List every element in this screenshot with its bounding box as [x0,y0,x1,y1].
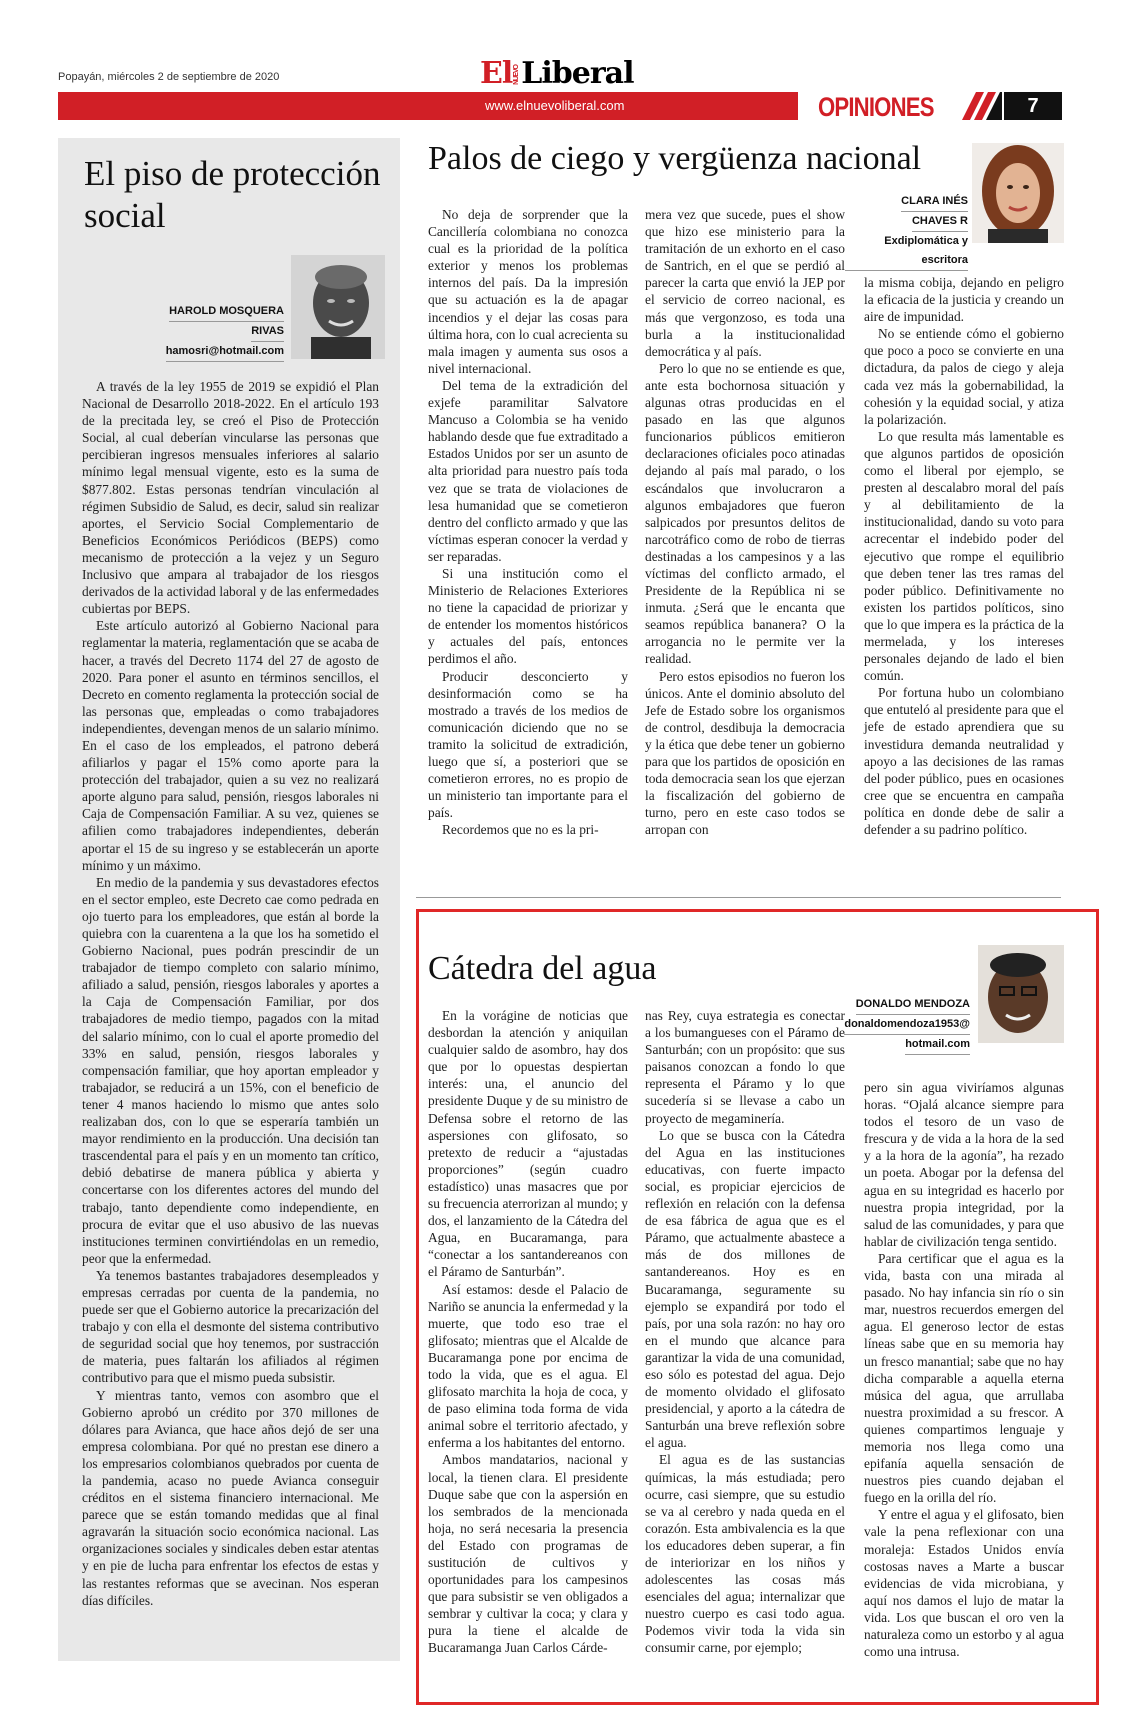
article3-column-3 [864,1079,1064,1660]
article3-column-2 [645,1007,845,1657]
article2-paragraph: Por fortuna hubo un colombiano que entuteló al presidente para que el jefe de estado aprendiera que su investidura demanda neutralidad y apoyo a las decisiones de las ramas del poder público, pues en ocasiones cree que se encuentra en campaña política en donde debe de salir a defender a su padrino político. [864,685,1064,837]
article1-paragraph: Y mientras tanto, vemos con asombro que el Gobierno aprobó un crédito por 370 millones de dólares para Avianca, que hace años dejó de ser una empresa colombiana. Por qué no prestan ese dinero a los empresarios colombianos quebrados por cuenta de la pandemia, acaso no puede Avianca conseguir créditos en el sistema financiero internacional. Me parece que se están tomando medidas que al final agravarán la situación socio económica nacional. Las organizaciones sociales y sindicales deben estar atentas y en pie de lucha para enfrentar los efectos de estas y las restantes reformas que se avecinan. Nos esperan días difíciles. [82,1387,379,1608]
article3-paragraph: Ambos mandatarios, nacional y local, la tienen clara. El presidente Duque sabe que con la aspersión en los sembrados de la mencionada hoja, no será necesaria la presencia del Estado con programas de sustitución de cultivos y oportunidades para los campesinos que para subsistir se ven obligados a sembrar y cultivar la coca; y clara y pura la tiene el alcalde de Bucaramanga Juan Carlos Cárde- [428,1452,628,1656]
article3-paragraph: Y entre el agua y el glifosato, bien vale la pena reflexionar con una moraleja: Estados Unidos envía costosas naves a Marte a buscar evidencias de vida microbiana, y aquí nos damos el lujo de matar la vida. Los que buscan el oro ven la naturaleza como un estorbo y al agua como una intrusa. [864,1507,1064,1660]
article3-author-email: donaldomendoza1953@ [844,1015,970,1035]
site-url: www.elnuevoliberal.com [485,98,625,113]
article2-author-role: Exdiplomática y escritora [845,232,968,271]
article2-column-3 [864,274,1064,838]
article2-paragraph: Pero lo que no se entiende es que, ante esta bochornosa situación y algunas otras producidas en el pasado en las que algunos funcionarios públicos emitieron declaraciones oficiales poco atinadas dejando al país mal parado, o los escándalos que involucraron a algunos embajadores que fueron salpicados por presuntos delitos de narcotráfico como de robo de tierras destinadas a los campesinos y a las víctimas del conflicto armado, el Presidente de la República ni se inmuta. ¿Será que le encanta que seamos república bananera? O la arrogancia no le permite ver la realidad. [645,360,845,667]
article1-byline [150,302,284,362]
logo-el: El [480,56,513,91]
logo-nuevo: NUEVO [513,65,521,85]
article2-paragraph: Recordemos que no es la pri- [442,822,599,838]
article2-paragraph: No deja de sorprender que la Cancillería colombiana no conozca cual es la prioridad de la política exterior y menos los problemas internos del país. Da la impresión que su actuación es la de apagar incendios y el dejar las cosas para última hora, con lo cual acrecienta su mala imagen y aumenta sus osos a nivel internacional. [428,207,628,376]
header-red-bar [58,92,798,120]
logo-liberal: Liberal [521,56,634,91]
page-number: 7 [1004,92,1062,120]
article2-paragraph: mera vez que sucede, pues el show que hizo ese ministerio para la tramitación de un exhorto en el caso de Santrich, en el que se perdió al parecer la carta que envió la JEP por el servicio de correo nacional, es más que vergonzoso, es toda una burla a la institucionalidad democrática y al país. [645,207,845,359]
article3-paragraph: nas Rey, cuya estrategia es conectar a los bumangueses con el Páramo de Santurbán; con un propósito: que sus paisanos conozcan a fondo lo que representa el Páramo y lo que sucedería si se llevase a cabo un proyecto de megaminería. [645,1008,845,1126]
article2-author-name: CLARA INÉS [901,192,968,212]
article1-paragraph: Ya tenemos bastantes trabajadores desempleados y empresas cerradas por cuenta de la pandemia, no puede ser que el Gobierno autorice la precarización del trabajo y con ella el desmonte del sistema contributivo de seguridad social que hoy tenemos, por sustracción de materia, pues faltarán los afiliados al régimen contributivo para que el mismo pueda subsistir. [82,1267,379,1386]
article1-paragraph: Este artículo autorizó al Gobierno Nacional para reglamentar la materia, reglamentación que se acaba de hacer, a través del Decreto 1174 del 27 de agosto de 2020. Para poner el asunto en términos sencillos, el Decreto en comento reglamenta la protección social de las personas que, empleadas o como trabajadores independientes, devengan menos de un salario mínimo. En el caso de los empleados, el patrono deberá afiliarlos y pagar el 15% como aporte para la protección del trabajador, quien a su vez no realizará aporte alguno para salud, pensión, riesgos laborales ni Caja de Compensación Familiar. A su vez, quienes se afilien como trabajadores independientes, deberán aportar el 15 de su ingreso y se establecerán un aporte mínimo y un máximo. [82,618,379,873]
author-photo-donaldo [978,945,1064,1043]
article1-body [82,378,379,1609]
newspaper-logo [480,58,633,90]
article2-column-2 [645,206,845,838]
article2-title: Palos de ciego y vergüenza nacional [428,140,922,177]
article1-author-name: HAROLD MOSQUERA [169,302,284,322]
article3-paragraph: El agua es de las sustancias químicas, la más estudiada; pero ocurre, casi siempre, que su estudio se va al cerebro y nada queda en el corazón. Esta ambivalencia es la que los educadores deben superar, a fin de interiorizar en los niños y adolescentes las cosas más esenciales del agua; internalizar que nuestro cuerpo es casi todo agua. Podemos vivir toda la vida sin consumir carne, por ejemplo; [645,1452,845,1656]
article3-column-1 [428,1007,628,1657]
article1-title: El piso de protección social [84,154,381,235]
dateline: Popayán, miércoles 2 de septiembre de 2020 [58,71,280,83]
article2-column-1 [428,206,628,838]
section-divider [416,897,1061,898]
article2-paragraph: Lo que resulta más lamentable es que algunos partidos de oposición como el liberal por ejemplo, se presten al descalabro moral del país y al debilitamiento de la institucionalidad, dando su voto para acrecentar el indebido poder del ejecutivo que rompe el equilibrio que deben tener las tres ramas del poder público. Definitivamente no existen los partidos políticos, sino que lo que impera es la práctica de la mermelada, y los intereses personales dejando de lado el bien común. [864,428,1064,684]
article3-byline [826,995,970,1055]
article2-paragraph: la misma cobija, dejando en peligro la eficacia de la justicia y creando un aire de impunidad. [864,275,1064,325]
section-title: OPINIONES [818,92,934,122]
article3-paragraph: Para certificar que el agua es la vida, basta con una mirada al pasado. No hay infancia sin río o sin mar, nuestros recuerdos emergen del agua. El generoso lector de estas líneas sabe que en su memoria hay un fresco manantial; sabe que no hay dicha comparable a aquella eterna música del agua, que arrullaba nuestra proximidad a su frescor. A quienes compartimos lenguaje y memoria nos llega como una epifanía aquella sensación de nuestros pies cuando dejaban el fuego en la orilla del río. [864,1250,1064,1506]
article2-paragraph: Producir desconcierto y desinformación como se ha mostrado a través de los medios de comunicación diciendo que no se tramito la solicitud de extradición, luego que sí, a posteriori que se cometieron errores, no es propio de un ministerio tan importante para el país. [428,668,628,821]
article2-paragraph: Si una institución como el Ministerio de Relaciones Exteriores no tiene la capacidad de priorizar y de entender los momentos históricos y actuales del país, entonces perdimos el año. [428,565,628,667]
article2-author-name-2: CHAVES R [912,212,968,232]
slashes-icon [962,92,1002,120]
article3-paragraph: Así estamos: desde el Palacio de Nariño se anuncia la enfermedad y la muerte, que todo eso trae el glifosato; mientras que el Alcalde de Bucaramanga pone por encima de todo la vida, que es el agua. El glifosato marchita la hoja de coca, y de paso elimina toda forma de vida animal sobre el territorio afectado, y enferma a los habitantes del entorno. [428,1281,628,1451]
article1-paragraph: A través de la ley 1955 de 2019 se expidió el Plan Nacional de Desarrollo 2018-2022. En el artículo 193 de la precitada ley, se creó el Piso de Protección Social, al cual deberían vincularse las personas que percibieran ingresos mensuales inferiores al salario mínimo legal mensual vigente, esto es la suma de $877.802. Estas personas tendrían vinculación al régimen Subsidio de Salud, es decir, salud sin realizar aportes, el Servicio Social Complementario de Beneficios Económicos Periódicos (BEPS) como mecanismo de protección a la vejez y un Seguro Inclusivo que ampara al trabajador de los riesgos derivados de la actividad laboral y de las enfermedades cubiertas por BEPS. [82,379,379,617]
article2-paragraph: Pero estos episodios no fueron los únicos. Ante el dominio absoluto del Jefe de Estado sobre los organismos de control, desdibuja la democracia y la ética que debe tener un gobierno para que los partidos de oposición en toda democracia sean los que ejerzan la fiscalización del gobierno de turno, pero en este caso todos se arropan con [645,668,845,838]
article3-paragraph: Lo que se busca con la Cátedra del Agua en las instituciones educativas, con fuerte impacto social, es propiciar ejercicios de reflexión en relación con la defensa de esa fábrica de agua que es el Páramo, que actualmente abastece a más de dos millones de santandereanos. Hoy es en Bucaramanga, seguramente su ejemplo se expandirá por todo el país, por una sola razón: no hay oro en el mundo que alcance para garantizar la vida de una comunidad, eso sólo es potestad del agua. Dejo de momento olvidado el glifosato presidencial, y aporto a la cátedra de Santurbán una breve reflexión sobre el agua. [645,1127,845,1451]
article1-author-name-2: RIVAS [251,322,284,342]
article2-paragraph: Del tema de la extradición del exjefe paramilitar Salvatore Mancuso a Colombia se ha venido hablando desde que fue extraditado a Estados Unidos por ser un asunto de alta prioridad para nuestro país toda vez que se trata de violaciones de lesa humanidad que se cometieron dentro del conflicto armado y que las víctimas esperan conocer la verdad y ser reparadas. [428,377,628,564]
article3-paragraph: pero sin agua viviríamos algunas horas. “Ojalá alcance siempre para todos el tesoro de un vaso de frescura y de vida a la hora de la sed y a la hora de la agonía”, ha rezado un poeta. Abogar por la defensa del agua en su integridad es hacerlo por nuestra propia integridad, por la salud de las comunidades, y para que hablar de civilización tenga sentido. [864,1080,1064,1249]
article1-paragraph: En medio de la pandemia y sus devastadores efectos en el sector empleo, este Decreto cae como pedrada en ojo tuerto para los empleadores, que están al borde la quiebra con la cuarentena a la que los ha sometido el Gobierno Nacional, pues podrán prescindir de un trabajador de tiempo completo con salario mínimo, afiliado a salud, pensión, riesgos laborales y aportes a la Caja de Compensación Familiar, por dos trabajadores de medio tiempo, pagados con la mitad del salario mínimo, con lo cual el aporte promedio del 33% en salud, pensión, riesgos laborales y compensación familiar, que hoy aportan empleador y trabajador, se reducirá a un 15%, con el beneficio de tener 4 manos haciendo lo mismo que antes solo realizaban dos, con lo que se esperaría también un mayor rendimiento en la producción. Una decisión tan trascendental para el país y en un momento tan crítico, debió debatirse de manera pública y abierta y concertarse con los diferentes actores del mundo del trabajo, tanto dependiente como independiente, en procura de evitar que el uso abusivo de las nuevas instituciones terminen convirtiéndolas en un remedio, peor que la enfermedad. [82,874,379,1266]
author-photo-clara [972,143,1064,243]
article1-author-email: hamosri@hotmail.com [166,342,284,362]
article3-paragraph: En la vorágine de noticias que desbordan la atención y aniquilan cualquier saldo de asombro, hay dos que por lo opuestas despiertan interés: una, el anuncio del presidente Duque y de su ministro de Defensa sobre el retorno de las aspersiones con glifosato, so pretexto de reducir a “ajustadas proporciones” (según cuadro estadístico) unas masacres que por su frecuencia aterrorizan al mundo; y dos, el lanzamiento de la Cátedra del Agua, en Bucaramanga, para “conectar a los santandereanos con el Páramo de Santurbán”. [428,1008,628,1280]
article3-title: Cátedra del agua [428,950,657,987]
article3-author-email-2: hotmail.com [905,1035,970,1055]
article3-author-name: DONALDO MENDOZA [856,995,970,1015]
article2-byline [845,192,968,271]
article2-paragraph: No se entiende cómo el gobierno que poco a poco se convierte en una dictadura, da palos de ciego y aleja cada vez más la gobernabilidad, la cohesión y la equidad social, y atiza la polarización. [864,326,1064,427]
author-photo-harold [291,255,385,359]
